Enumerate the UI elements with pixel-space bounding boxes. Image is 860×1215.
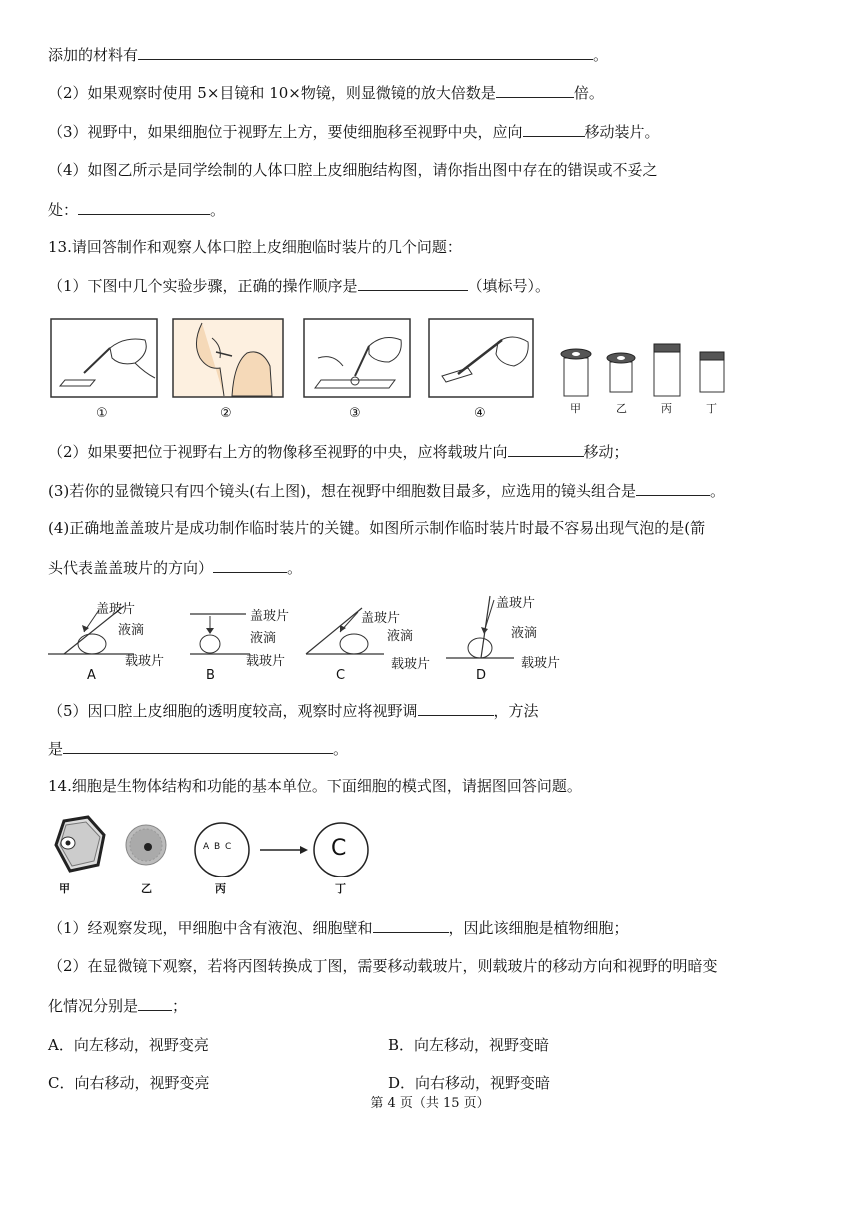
page-footer: 第 4 页（共 15 页）: [370, 1096, 490, 1111]
text: （5）因口腔上皮细胞的透明度较高，观察时应将视野调: [48, 702, 418, 720]
lens-yi-label: 乙: [616, 402, 627, 415]
text: ；: [172, 997, 188, 1015]
text: 移动；: [583, 443, 629, 461]
label-cover-c: 盖玻片: [361, 611, 401, 626]
text: 头代表盖盖玻片的方向）: [48, 559, 214, 577]
q13-part2: [48, 441, 629, 462]
q14-part2-cont: [48, 995, 187, 1016]
answer-blank[interactable]: [418, 700, 494, 716]
choice-b[interactable]: B．向左移动，视野变暗: [388, 1036, 550, 1054]
q13-part5-cont: [48, 738, 348, 759]
text: ，方法: [493, 702, 539, 720]
q14-part1: [48, 917, 629, 938]
label-drop-c: 液滴: [387, 629, 414, 644]
answer-blank[interactable]: [358, 275, 468, 291]
step-2-label: ②: [220, 406, 232, 421]
text: 。: [593, 46, 609, 64]
lenses-figure: [558, 340, 738, 400]
text: 是: [48, 740, 64, 758]
q12-part4: [48, 160, 658, 180]
answer-blank[interactable]: [636, 480, 710, 496]
text: （1）经观察发现，甲细胞中含有液泡、细胞壁和: [48, 919, 373, 937]
cell-bing-label: 丙: [215, 882, 226, 895]
label-slide-d: 载玻片: [521, 656, 561, 671]
step-1-label: ①: [96, 406, 108, 421]
q13-part5: [48, 700, 539, 721]
answer-blank[interactable]: [63, 738, 333, 754]
cell-jia-label: 甲: [59, 882, 70, 895]
text: 13.请回答制作和观察人体口腔上皮细胞临时装片的几个问题：: [48, 238, 462, 256]
cell-ding-label: 丁: [335, 882, 346, 895]
q13-stem: [48, 237, 462, 257]
label-cover-a: 盖玻片: [96, 602, 136, 617]
q12-part3: [48, 121, 660, 142]
label-drop-b: 液滴: [250, 631, 277, 646]
q12-part2: [48, 82, 604, 103]
step-4-figure: [428, 318, 534, 398]
option-a-label: A: [87, 668, 96, 683]
text: 移动装片。: [584, 123, 660, 141]
text: （4）如图乙所示是同学绘制的人体口腔上皮细胞结构图，请你指出图中存在的错误或不妥之: [48, 161, 658, 179]
label-cover-b: 盖玻片: [250, 609, 290, 624]
q14-stem: [48, 776, 582, 796]
step-3-figure: [303, 318, 411, 398]
option-d-label: D: [476, 668, 487, 683]
choice-d[interactable]: D．向右移动，视野变暗: [388, 1074, 551, 1092]
text: （2）如果要把位于视野右上方的物像移至视野的中央，应将载玻片向: [48, 443, 508, 461]
step-1-figure: [50, 318, 158, 398]
choice-c[interactable]: C．向右移动，视野变亮: [48, 1074, 210, 1092]
text: 化情况分别是: [48, 997, 139, 1015]
q13-part1: [48, 275, 550, 296]
text: 14.细胞是生物体结构和功能的基本单位。下面细胞的模式图，请据图回答问题。: [48, 777, 582, 795]
text: （填标号）。: [467, 277, 551, 295]
answer-blank[interactable]: [78, 199, 210, 215]
bing-abc-text: A B C: [203, 842, 233, 852]
lens-jia-label: 甲: [570, 402, 581, 415]
option-b-label: B: [206, 668, 215, 683]
answer-blank[interactable]: [523, 121, 585, 137]
text: 处：: [48, 201, 79, 219]
step-4-label: ④: [474, 406, 486, 421]
text: 。: [709, 482, 725, 500]
answer-blank[interactable]: [508, 441, 584, 457]
answer-blank[interactable]: [213, 557, 287, 573]
text: （2）如果观察时使用 5×目镜和 10×物镜，则显微镜的放大倍数是: [48, 84, 496, 102]
label-slide-a: 载玻片: [125, 654, 165, 669]
answer-blank[interactable]: [138, 995, 172, 1011]
text: 。: [333, 740, 349, 758]
lens-bing-label: 丙: [661, 402, 672, 415]
q12-materials-line: [48, 44, 608, 65]
text: （1）下图中几个实验步骤，正确的操作顺序是: [48, 277, 358, 295]
label-slide-b: 载玻片: [246, 654, 286, 669]
text: (3)若你的显微镜只有四个镜头(右上图)，想在视野中细胞数目最多，应选用的镜头组合是: [48, 482, 636, 500]
text: (4)正确地盖盖玻片是成功制作临时装片的关键。如图所示制作临时装片时最不容易出现气泡的是(箭: [48, 519, 706, 537]
q13-part3: [48, 480, 725, 501]
answer-blank[interactable]: [138, 44, 593, 60]
ding-c-text: C: [331, 836, 347, 861]
label-drop-a: 液滴: [118, 623, 145, 638]
answer-blank[interactable]: [373, 917, 449, 933]
label-slide-c: 载玻片: [391, 657, 431, 672]
text: ，因此该细胞是植物细胞；: [448, 919, 629, 937]
choice-a[interactable]: A．向左移动，视野变亮: [48, 1036, 209, 1054]
step-2-figure: [172, 318, 284, 398]
q13-part4: [48, 518, 705, 538]
step-3-label: ③: [349, 406, 361, 421]
option-c-label: C: [336, 668, 346, 683]
text: 。: [287, 559, 303, 577]
text: （3）视野中，如果细胞位于视野左上方，要使细胞移至视野中央，应向: [48, 123, 523, 141]
answer-blank[interactable]: [496, 82, 574, 98]
text: 倍。: [573, 84, 604, 102]
text: 。: [210, 201, 226, 219]
text: （2）在显微镜下观察，若将丙图转换成丁图，需要移动载玻片，则载玻片的移动方向和视野的明暗变: [48, 957, 718, 975]
lens-ding-label: 丁: [706, 402, 717, 415]
q12-part4-cont: [48, 199, 225, 220]
q14-part2: [48, 956, 718, 976]
label-drop-d: 液滴: [511, 626, 538, 641]
cell-yi-label: 乙: [141, 882, 152, 895]
label-cover-d: 盖玻片: [496, 596, 536, 611]
q13-part4-cont: [48, 557, 302, 578]
text: 添加的材料有: [48, 46, 139, 64]
